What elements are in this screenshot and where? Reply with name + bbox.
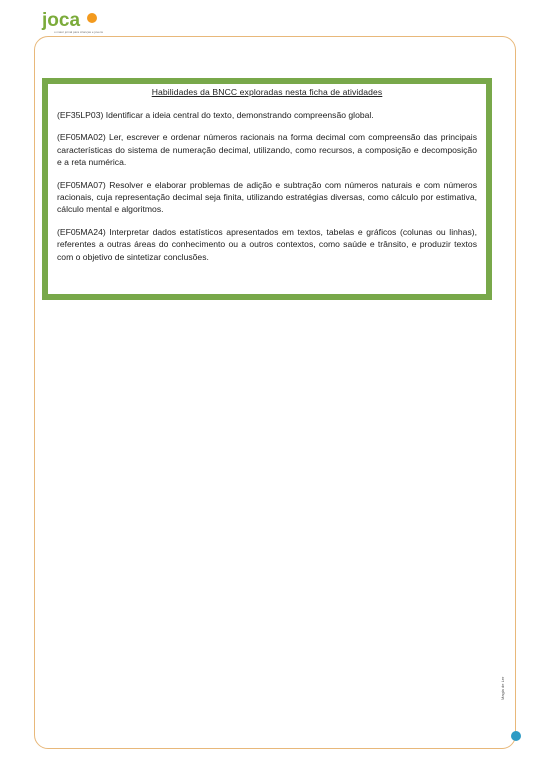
brand-circle-icon xyxy=(511,731,521,741)
skill-ef05ma07: (EF05MA07) Resolver e elaborar problemas de adição e subtração com números naturais e com números racionais, cuja representação decimal seja finita, utilizando estratégias diversas, como cálculo por estimativa, cálculo mental e algoritmos. xyxy=(57,179,477,215)
logo-wordmark: joca xyxy=(42,10,81,31)
skill-ef35lp03: (EF35LP03) Identificar a ideia central do texto, demonstrando compreensão global. xyxy=(57,110,374,120)
joca-logo xyxy=(40,6,108,36)
logo-tagline: o maior jornal para crianças e jovens xyxy=(54,30,104,34)
logo-sun-icon xyxy=(87,13,97,23)
bncc-skills-box xyxy=(42,78,492,300)
joca-logo-graphic xyxy=(40,6,108,36)
skill-ef05ma24: (EF05MA24) Interpretar dados estatísticos apresentados em textos, tabelas e gráficos (colunas ou linhas), referentes a outras áreas do conhecimento ou a outros contextos, como saúde e trânsito, e produzir textos com o objetivo de sintetizar conclusões. xyxy=(57,226,477,262)
skill-ef05ma02: (EF05MA02) Ler, escrever e ordenar números racionais na forma decimal com compreensão das principais características do sistema de numeração decimal, utilizando, como recursos, a composição e decomposição e a reta numérica. xyxy=(57,132,477,168)
skills-box-title: Habilidades da BNCC exploradas nesta ficha de atividades xyxy=(151,87,383,97)
side-brand-text: Magia de Ler xyxy=(500,676,505,700)
